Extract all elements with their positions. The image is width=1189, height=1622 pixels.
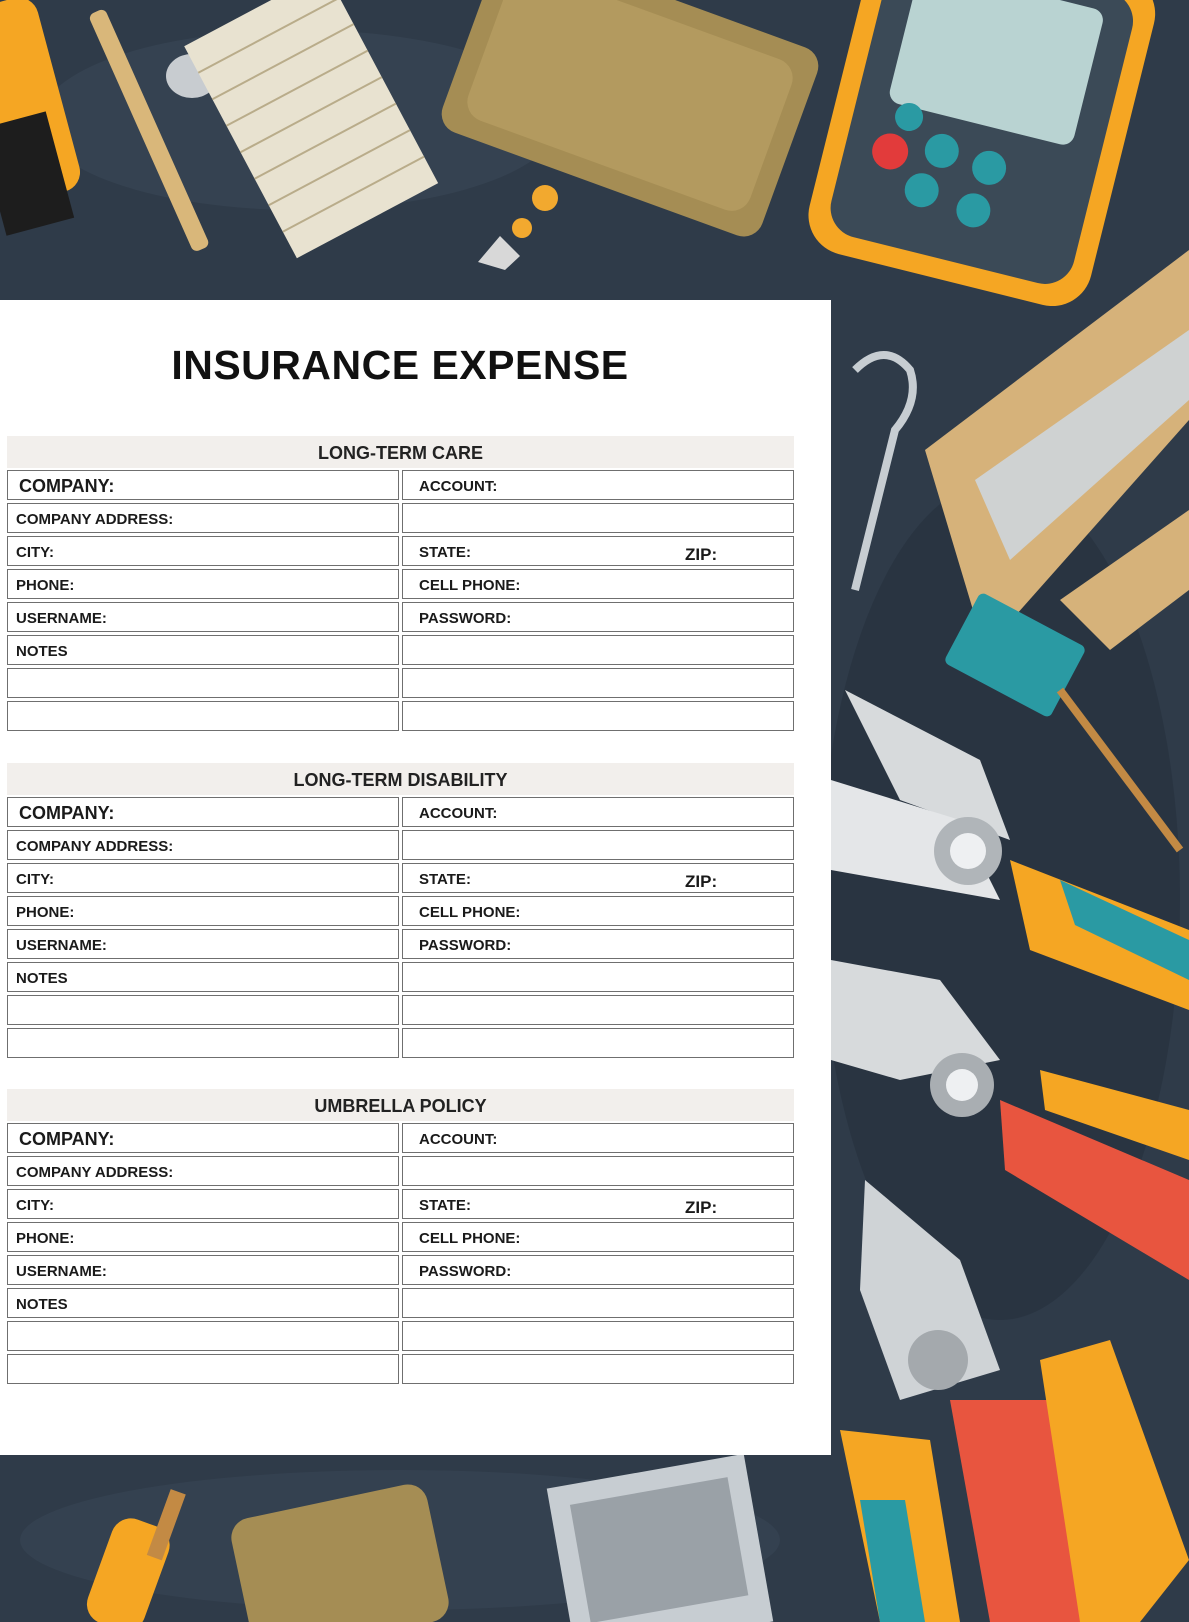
section-heading: UMBRELLA POLICY: [7, 1089, 794, 1121]
account-field[interactable]: [402, 1123, 794, 1153]
account-label: ACCOUNT:: [419, 478, 498, 495]
state-zip-field[interactable]: [402, 536, 794, 566]
form-row-notes: [7, 962, 794, 992]
company-address-field[interactable]: [7, 1156, 399, 1186]
username-label: USERNAME:: [16, 1263, 107, 1280]
form-row-blank: [7, 1354, 794, 1384]
company-address-field[interactable]: [7, 503, 399, 533]
company-address-label: COMPANY ADDRESS:: [16, 1164, 174, 1181]
company-label: COMPANY:: [19, 476, 115, 496]
blank-field[interactable]: [7, 701, 399, 731]
company-address-label: COMPANY ADDRESS:: [16, 838, 174, 855]
company-address-field[interactable]: [7, 830, 399, 860]
notes-field[interactable]: [7, 635, 399, 665]
notes-field[interactable]: [7, 1288, 399, 1318]
company-label: COMPANY:: [19, 1129, 115, 1149]
form-row-company: [7, 1123, 794, 1153]
notes-field[interactable]: [402, 635, 794, 665]
form-row-blank: [7, 1028, 794, 1058]
account-field[interactable]: [402, 470, 794, 500]
phone-label: PHONE:: [16, 577, 75, 594]
company-label: COMPANY:: [19, 803, 115, 823]
blank-field[interactable]: [7, 995, 399, 1025]
section-long-term-disability: [7, 763, 794, 1058]
password-label: PASSWORD:: [419, 1263, 512, 1280]
phone-field[interactable]: [7, 1222, 399, 1252]
blank-field[interactable]: [402, 995, 794, 1025]
form-row-address: [7, 1156, 794, 1186]
blank-field[interactable]: [7, 1354, 399, 1384]
cell-phone-field[interactable]: [402, 1222, 794, 1252]
state-label: STATE:: [419, 871, 471, 888]
city-field[interactable]: [7, 1189, 399, 1219]
cell-phone-field[interactable]: [402, 896, 794, 926]
form-row-phone: [7, 1222, 794, 1252]
notes-label: NOTES: [16, 1296, 68, 1313]
blank-field[interactable]: [7, 668, 399, 698]
company-field[interactable]: [7, 797, 399, 827]
state-zip-field[interactable]: [402, 863, 794, 893]
section-long-term-care: [7, 436, 794, 731]
company-field[interactable]: [7, 1123, 399, 1153]
form-row-username: [7, 1255, 794, 1285]
form-row-company: [7, 470, 794, 500]
phone-field[interactable]: [7, 896, 399, 926]
company-field[interactable]: [7, 470, 399, 500]
form-row-city: [7, 536, 794, 566]
city-label: CITY:: [16, 871, 55, 888]
zip-label: ZIP:: [685, 545, 718, 564]
state-label: STATE:: [419, 544, 471, 561]
form-row-blank: [7, 701, 794, 731]
zip-label: ZIP:: [685, 872, 718, 891]
password-field[interactable]: [402, 602, 794, 632]
city-label: CITY:: [16, 1197, 55, 1214]
state-label: STATE:: [419, 1197, 471, 1214]
city-field[interactable]: [7, 863, 399, 893]
company-address-continued-field[interactable]: [402, 830, 794, 860]
form-row-address: [7, 830, 794, 860]
account-label: ACCOUNT:: [419, 1131, 498, 1148]
username-label: USERNAME:: [16, 937, 107, 954]
phone-label: PHONE:: [16, 904, 75, 921]
account-field[interactable]: [402, 797, 794, 827]
section-heading: LONG-TERM CARE: [7, 436, 794, 468]
phone-field[interactable]: [7, 569, 399, 599]
password-field[interactable]: [402, 929, 794, 959]
form-row-address: [7, 503, 794, 533]
section-heading: LONG-TERM DISABILITY: [7, 763, 794, 795]
form-row-blank: [7, 1321, 794, 1351]
phone-label: PHONE:: [16, 1230, 75, 1247]
blank-field[interactable]: [402, 668, 794, 698]
city-label: CITY:: [16, 544, 55, 561]
form-row-username: [7, 929, 794, 959]
blank-field[interactable]: [402, 1028, 794, 1058]
notes-field[interactable]: [7, 962, 399, 992]
section-umbrella-policy: [7, 1089, 794, 1384]
form-row-username: [7, 602, 794, 632]
form-row-notes: [7, 1288, 794, 1318]
password-label: PASSWORD:: [419, 937, 512, 954]
form-row-blank: [7, 668, 794, 698]
company-address-label: COMPANY ADDRESS:: [16, 511, 174, 528]
notes-label: NOTES: [16, 643, 68, 660]
notes-field[interactable]: [402, 962, 794, 992]
username-field[interactable]: [7, 929, 399, 959]
cell-phone-field[interactable]: [402, 569, 794, 599]
account-label: ACCOUNT:: [419, 805, 498, 822]
company-address-continued-field[interactable]: [402, 1156, 794, 1186]
blank-field[interactable]: [402, 1321, 794, 1351]
notes-label: NOTES: [16, 970, 68, 987]
notes-field[interactable]: [402, 1288, 794, 1318]
blank-field[interactable]: [7, 1321, 399, 1351]
username-field[interactable]: [7, 602, 399, 632]
state-zip-field[interactable]: [402, 1189, 794, 1219]
form-row-city: [7, 863, 794, 893]
cell-phone-label: CELL PHONE:: [419, 1230, 521, 1247]
city-field[interactable]: [7, 536, 399, 566]
username-label: USERNAME:: [16, 610, 107, 627]
zip-label: ZIP:: [685, 1198, 718, 1217]
cell-phone-label: CELL PHONE:: [419, 577, 521, 594]
blank-field[interactable]: [7, 1028, 399, 1058]
form-row-company: [7, 797, 794, 827]
cell-phone-label: CELL PHONE:: [419, 904, 521, 921]
form-row-city: [7, 1189, 794, 1219]
password-field[interactable]: [402, 1255, 794, 1285]
form-row-notes: [7, 635, 794, 665]
form-row-phone: [7, 569, 794, 599]
blank-field[interactable]: [402, 1354, 794, 1384]
page-title: INSURANCE EXPENSE: [171, 342, 629, 388]
blank-field[interactable]: [402, 701, 794, 731]
username-field[interactable]: [7, 1255, 399, 1285]
form-row-blank: [7, 995, 794, 1025]
password-label: PASSWORD:: [419, 610, 512, 627]
company-address-continued-field[interactable]: [402, 503, 794, 533]
form-row-phone: [7, 896, 794, 926]
